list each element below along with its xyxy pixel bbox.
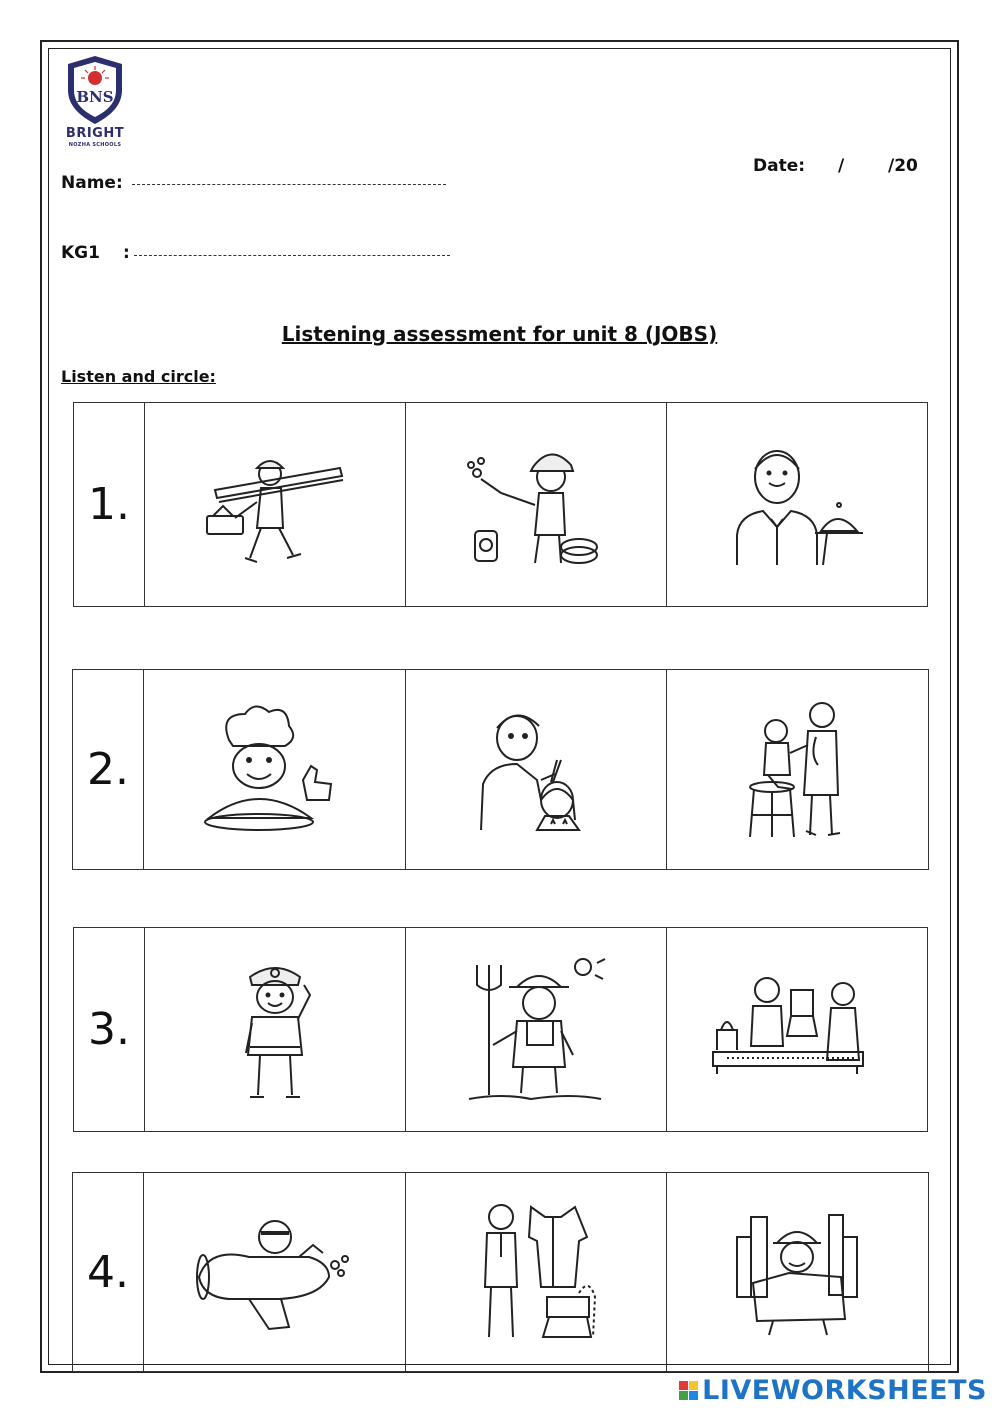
engineer-picture (733, 1207, 863, 1337)
hairdresser-picture (461, 700, 611, 840)
logo-name: BRIGHT (65, 126, 125, 141)
question-number: 3. (74, 928, 145, 1131)
police-officer-picture (220, 955, 330, 1105)
brand-square-yellow (689, 1381, 698, 1390)
answer-option-police-officer[interactable] (145, 928, 406, 1131)
question-row-2 (72, 669, 929, 870)
class-field-line[interactable] (134, 255, 450, 256)
liveworksheets-logo-icon (679, 1381, 698, 1400)
tailor-picture (471, 1197, 601, 1347)
class-label: KG1 (61, 243, 100, 263)
liveworksheets-watermark (679, 1375, 987, 1406)
answer-option-hairdresser[interactable] (406, 670, 668, 869)
answer-option-chef[interactable] (144, 670, 406, 869)
brand-square-green (679, 1391, 688, 1400)
question-number: 2. (73, 670, 144, 869)
answer-option-tailor[interactable] (406, 1173, 668, 1371)
question-number: 4. (73, 1173, 144, 1371)
answer-option-firefighter[interactable] (406, 403, 667, 606)
worksheet-title: Listening assessment for unit 8 (JOBS) (281, 322, 718, 346)
brand-text: LIVEWORKSHEETS (702, 1375, 987, 1406)
answer-option-pilot[interactable] (144, 1173, 406, 1371)
question-row-1 (73, 402, 928, 607)
answer-option-cashier[interactable] (667, 928, 927, 1131)
school-logo (62, 54, 128, 150)
doctor-picture (728, 695, 868, 845)
question-row-3 (73, 927, 928, 1132)
logo-monogram: BNS (76, 88, 114, 106)
waiter-picture (717, 435, 877, 575)
answer-option-doctor[interactable] (667, 670, 928, 869)
chef-picture (199, 700, 349, 840)
name-field-line[interactable] (132, 184, 446, 185)
pilot-picture (189, 1207, 359, 1337)
cashier-picture (707, 970, 887, 1090)
question-row-4 (72, 1172, 929, 1372)
farmer-picture (461, 955, 611, 1105)
carpenter-picture (195, 440, 355, 570)
answer-option-farmer[interactable] (406, 928, 667, 1131)
date-separator-year: /20 (888, 156, 918, 176)
date-label: Date: (753, 156, 806, 176)
logo-subtitle: NOZHA SCHOOLS (68, 142, 122, 148)
class-colon: : (123, 243, 130, 263)
date-separator-day: / (838, 156, 845, 176)
question-number: 1. (74, 403, 145, 606)
name-label: Name: (61, 173, 123, 193)
firefighter-picture (461, 435, 611, 575)
brand-square-red (679, 1381, 688, 1390)
instruction-text: Listen and circle: (61, 367, 216, 386)
brand-square-blue (689, 1391, 698, 1400)
answer-option-carpenter[interactable] (145, 403, 406, 606)
answer-option-engineer[interactable] (667, 1173, 928, 1371)
answer-option-waiter[interactable] (667, 403, 927, 606)
